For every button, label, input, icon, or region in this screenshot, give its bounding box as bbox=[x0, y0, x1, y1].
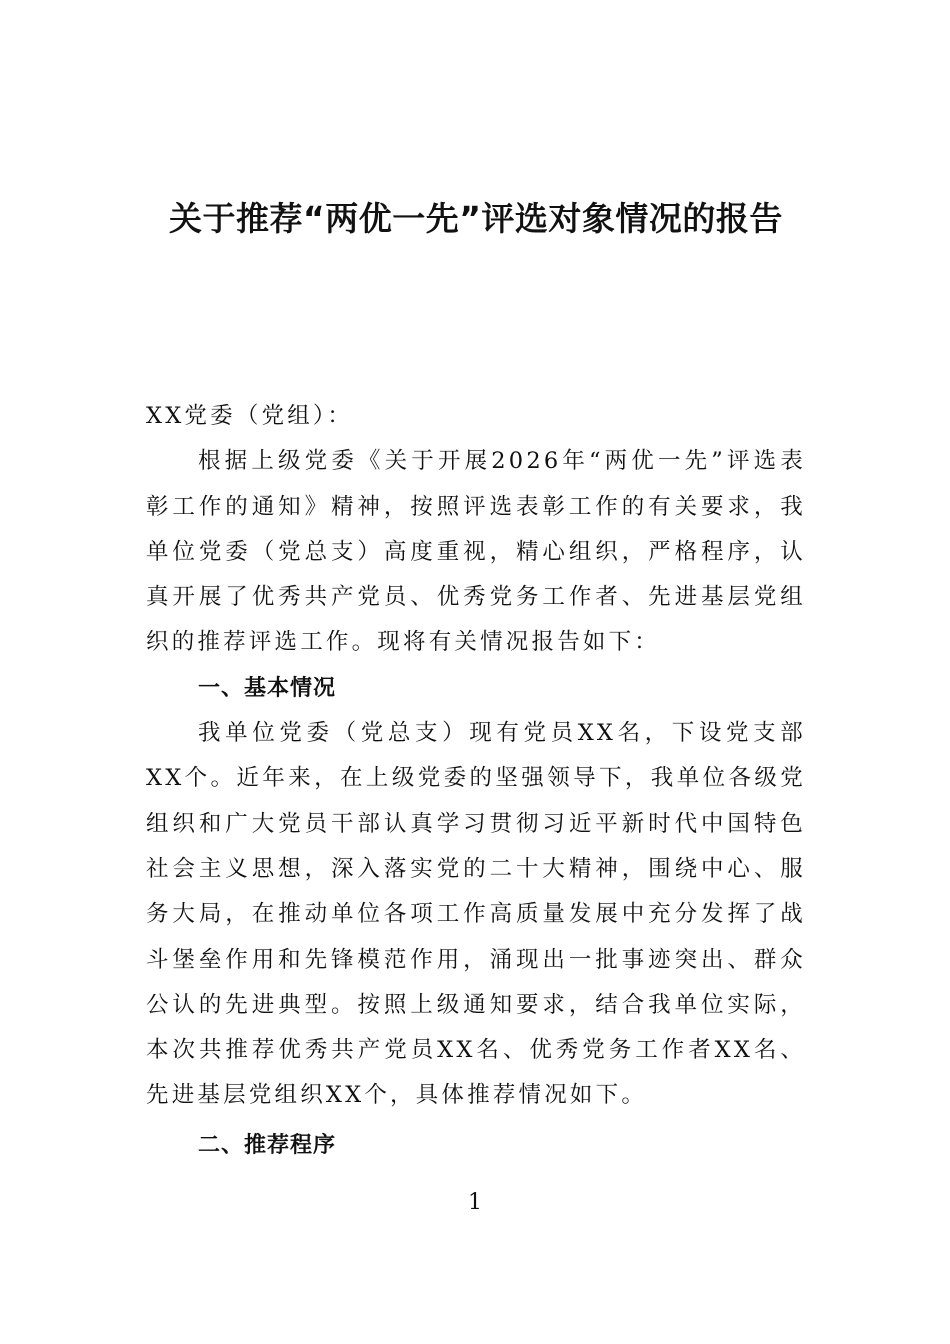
document-body bbox=[146, 394, 806, 1168]
page-number: 1 bbox=[468, 1190, 482, 1215]
section-heading-basic: 一、基本情况 bbox=[198, 675, 337, 701]
basic-situation-paragraph: 我单位党委（党总支）现有党员XX名，下设党支部XX个。近年来，在上级党委的坚强领导下，我单位各级党组织和广大党员干部认真学习贯彻习近平新时代中国特色社会主义思想，深入落实党的二十大精神，围绕中心、服务大局，在推动单位各项工作高质量发展中充分发挥了战斗堡垒作用和先锋模范作用，涌现出一批事迹突出、群众公认的先进典型。按照上级通知要求，结合我单位实际，本次共推荐优秀共产党员XX名、优秀党务工作者XX名、先进基层党组织XX个，具体推荐情况如下。 bbox=[146, 720, 806, 1109]
salutation: XX党委（党组）： bbox=[146, 403, 354, 429]
intro-paragraph: 根据上级党委《关于开展2026年“两优一先”评选表彰工作的通知》精神，按照评选表彰工作的有关要求，我单位党委（党总支）高度重视，精心组织，严格程序，认真开展了优秀共产党员、优秀党务工作者、先进基层党组织的推荐评选工作。现将有关情况报告如下： bbox=[146, 448, 806, 656]
document-title: 关于推荐“两优一先”评选对象情况的报告 bbox=[169, 199, 783, 238]
section-heading-procedure: 二、推荐程序 bbox=[198, 1132, 337, 1158]
